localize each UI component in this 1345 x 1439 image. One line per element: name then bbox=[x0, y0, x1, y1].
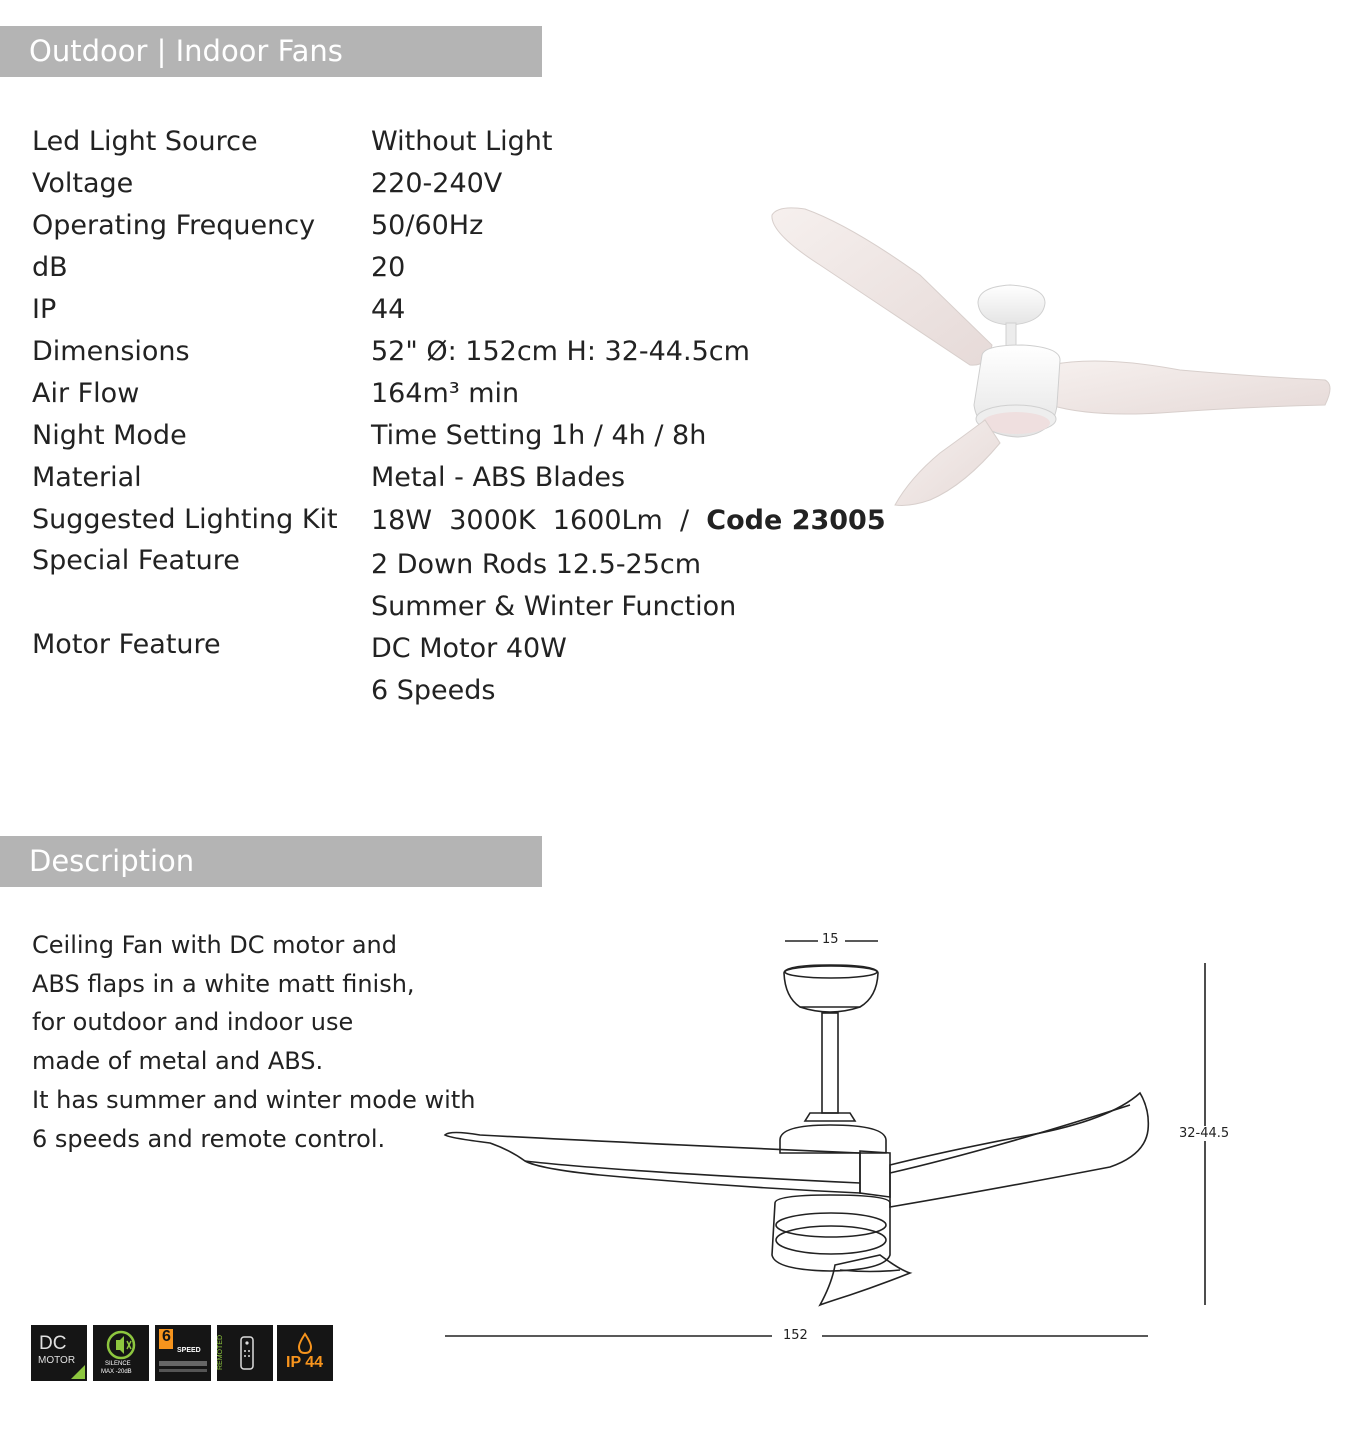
spec-value-special-feature: 2 Down Rods 12.5-25cm bbox=[371, 549, 702, 580]
remote-badge-label: REMOTED bbox=[217, 1335, 224, 1370]
spec-value-material: Metal - ABS Blades bbox=[371, 462, 626, 493]
spec-value-dimensions: 52" Ø: 152cm H: 32-44.5cm bbox=[371, 336, 750, 367]
spec-value-night-mode: Time Setting 1h / 4h / 8h bbox=[371, 420, 707, 451]
silence-badge-line1: SILENCE bbox=[105, 1361, 131, 1367]
dimension-label-diameter: 152 bbox=[779, 1328, 812, 1343]
spec-value-ip: 44 bbox=[371, 294, 406, 325]
spec-label-night-mode: Night Mode bbox=[32, 420, 187, 451]
spec-label-lighting-kit: Suggested Lighting Kit bbox=[32, 504, 338, 535]
specs-section-title: Outdoor | Indoor Fans bbox=[0, 26, 542, 77]
dc-motor-badge bbox=[31, 1325, 87, 1381]
description-line: ABS flaps in a white matt finish, bbox=[32, 969, 415, 998]
fan-product-photo bbox=[760, 195, 1340, 520]
lighting-kit-code: Code 23005 bbox=[706, 505, 886, 536]
spec-label-motor-feature: Motor Feature bbox=[32, 629, 221, 660]
silence-badge-line2: MAX -20dB bbox=[101, 1369, 132, 1375]
remote-control-icon bbox=[217, 1325, 273, 1381]
speed-badge-number: 6 bbox=[162, 1328, 171, 1345]
spec-label-light-source: Led Light Source bbox=[32, 126, 258, 157]
silence-badge bbox=[93, 1325, 149, 1381]
spec-label-material: Material bbox=[32, 462, 142, 493]
fan-outline bbox=[445, 965, 1148, 1305]
spec-value-db: 20 bbox=[371, 252, 406, 283]
spec-label-dimensions: Dimensions bbox=[32, 336, 190, 367]
spec-value-special-feature-2: Summer & Winter Function bbox=[371, 591, 737, 622]
spec-label-voltage: Voltage bbox=[32, 168, 134, 199]
description-line: made of metal and ABS. bbox=[32, 1047, 324, 1076]
spec-value-motor-feature: DC Motor 40W bbox=[371, 633, 567, 664]
spec-label-frequency: Operating Frequency bbox=[32, 210, 316, 241]
spec-label-air-flow: Air Flow bbox=[32, 378, 140, 409]
spec-value-frequency: 50/60Hz bbox=[371, 210, 484, 241]
spec-label-ip: IP bbox=[32, 294, 57, 325]
spec-value-motor-feature-2: 6 Speeds bbox=[371, 675, 496, 706]
lighting-kit-spec: 18W 3000K 1600Lm / bbox=[371, 505, 707, 536]
spec-value-air-flow: 164m³ min bbox=[371, 378, 520, 409]
description-line: Ceiling Fan with DC motor and bbox=[32, 931, 397, 959]
fan-technical-drawing bbox=[430, 925, 1270, 1355]
dc-motor-badge-line2: MOTOR bbox=[38, 1355, 76, 1366]
spec-value-voltage: 220-240V bbox=[371, 168, 503, 199]
remote-badge bbox=[217, 1325, 273, 1381]
description-line: It has summer and winter mode with bbox=[32, 1085, 476, 1114]
dimension-label-height: 32-44.5 bbox=[1175, 1126, 1233, 1141]
spec-label-special-feature: Special Feature bbox=[32, 545, 240, 576]
ip44-badge bbox=[277, 1325, 333, 1381]
water-drop-icon bbox=[277, 1325, 333, 1381]
spec-value-light-source: Without Light bbox=[371, 126, 553, 157]
description-section-title: Description bbox=[0, 836, 542, 887]
description-line: 6 speeds and remote control. bbox=[32, 1124, 386, 1153]
spec-label-db: dB bbox=[32, 252, 68, 283]
ip44-badge-label: IP 44 bbox=[286, 1354, 324, 1371]
speed-badge-label: SPEED bbox=[177, 1347, 201, 1354]
dc-motor-badge-line1: DC bbox=[39, 1333, 67, 1354]
speed-badge bbox=[155, 1325, 211, 1381]
description-line: for outdoor and indoor use bbox=[32, 1008, 354, 1037]
dimension-label-width: 15 bbox=[818, 932, 843, 947]
